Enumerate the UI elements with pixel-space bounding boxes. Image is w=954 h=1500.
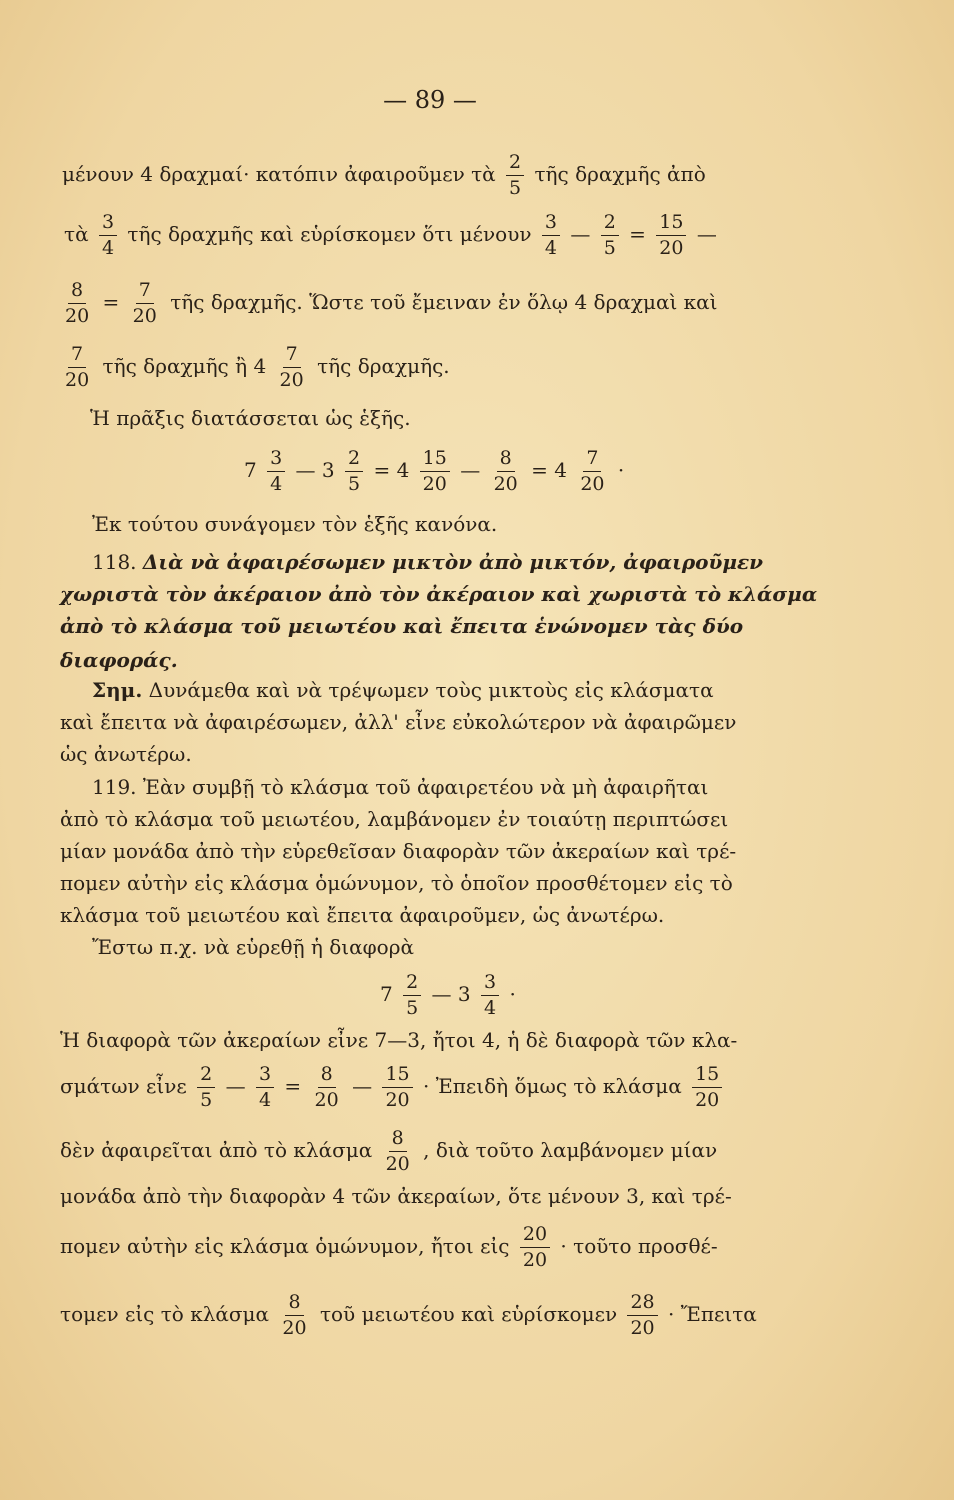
fraction: $\frac{7}{20}$ (580, 447, 605, 495)
note-line-2: καὶ ἔπειτα νὰ ἀφαιρέσωμεν, ἀλλ' εἶνε εὐκολώτερον νὰ ἀφαιρῶμεν (60, 710, 737, 734)
text-line-26: πομεν αὐτὴν εἰς κλάσμα ὁμώνυμον, ἤτοι εἰς $\frac{20}{20}$ · τοῦτο προσθέ- (60, 1223, 718, 1271)
fraction: $\frac{8}{20}$ (65, 279, 90, 327)
equation-2: 7 $\frac{2}{5}$ — 3 $\frac{3}{4}$ · (380, 971, 516, 1019)
fraction: $\frac{20}{20}$ (520, 1224, 550, 1271)
fraction: $\frac{28}{20}$ (627, 1292, 657, 1339)
text-line-27: τομεν εἰς τὸ κλάσμα $\frac{8}{20}$ τοῦ μειωτέου καὶ εὑρίσκομεν $\frac{28}{20}$ · Ἔπειτα (60, 1291, 757, 1339)
rule-118-line-3: ἀπὸ τὸ κλάσμα τοῦ μειωτέου καὶ ἔπειτα ἑνώνομεν τὰς δύο (60, 614, 744, 638)
fraction: $\frac{2}{5}$ (506, 152, 524, 199)
fraction: $\frac{2}{5}$ (601, 212, 619, 259)
text-line-3: $\frac{8}{20}$ = $\frac{7}{20}$ τῆς δραχμῆς. Ὥστε τοῦ ἔμειναν ἐν ὅλῳ 4 δραχμαὶ καὶ (58, 280, 718, 327)
fraction: $\frac{8}{20}$ (282, 1291, 307, 1339)
fraction: $\frac{2}{5}$ (403, 972, 421, 1019)
fraction: $\frac{8}{20}$ (385, 1127, 410, 1175)
section-119-line-2: ἀπὸ τὸ κλάσμα τοῦ μειωτέου, λαμβάνομεν ἐν τοιαύτῃ περιπτώσει (60, 807, 729, 831)
section-119-line-6: Ἔστω π.χ. νὰ εὑρεθῇ ἡ διαφορὰ (92, 935, 414, 959)
fraction: $\frac{8}{20}$ (493, 447, 518, 495)
fraction: $\frac{15}{20}$ (692, 1064, 722, 1111)
fraction: $\frac{15}{20}$ (420, 448, 450, 495)
text-line-2: τὰ $\frac{3}{4}$ τῆς δραχμῆς καὶ εὑρίσκομεν ὅτι μένουν $\frac{3}{4}$ — $\frac{2}{5}$ = $\frac{15}{20}$ — (64, 211, 717, 259)
text-line-1: μένουν 4 δραχμαί· κατόπιν ἀφαιροῦμεν τὰ $\frac{2}{5}$ τῆς δραχμῆς ἀπὸ (62, 151, 706, 199)
fraction: $\frac{3}{4}$ (267, 448, 285, 495)
section-119-line-4: πομεν αὐτὴν εἰς κλάσμα ὁμώνυμον, τὸ ὁποῖον προσθέτομεν εἰς τὸ (60, 871, 733, 895)
fraction: $\frac{3}{4}$ (481, 972, 499, 1019)
fraction: $\frac{2}{5}$ (197, 1064, 215, 1111)
fraction: $\frac{15}{20}$ (656, 212, 686, 259)
text-line-4: $\frac{7}{20}$ τῆς δραχμῆς ἢ 4 $\frac{7}{20}$ τῆς δραχμῆς. (58, 344, 450, 391)
fraction: $\frac{2}{5}$ (345, 448, 363, 495)
rule-118-line-1: 118. Διὰ νὰ ἀφαιρέσωμεν μικτὸν ἀπὸ μικτόν, ἀφαιροῦμεν (92, 550, 764, 574)
text-line-23: σμάτων εἶνε $\frac{2}{5}$ — $\frac{3}{4}$ = $\frac{8}{20}$ — $\frac{15}{20}$ · Ἐπειδὴ ὅμως τὸ κλάσμα $\frac{15}{20}$ (60, 1064, 726, 1111)
section-119-line-5: κλάσμα τοῦ μειωτέου καὶ ἔπειτα ἀφαιροῦμεν, ὡς ἀνωτέρω. (60, 903, 665, 927)
fraction: $\frac{15}{20}$ (382, 1064, 412, 1111)
equation-1: 7 $\frac{3}{4}$ — 3 $\frac{2}{5}$ = 4 $\frac{15}{20}$ — $\frac{8}{20}$ = 4 $\frac{7}{20}$ · (244, 447, 625, 495)
section-119-line-3: μίαν μονάδα ἀπὸ τὴν εὑρεθεῖσαν διαφορὰν τῶν ἀκεραίων καὶ τρέ- (60, 839, 737, 863)
fraction: $\frac{7}{20}$ (65, 343, 90, 391)
fraction: $\frac{3}{4}$ (542, 212, 560, 259)
note-line-3: ὡς ἀνωτέρω. (60, 742, 192, 766)
text-line-7: Ἐκ τούτου συνάγομεν τὸν ἑξῆς κανόνα. (92, 512, 498, 536)
fraction: $\frac{3}{4}$ (256, 1064, 274, 1111)
text-line-25: μονάδα ἀπὸ τὴν διαφορὰν 4 τῶν ἀκεραίων, ὅτε μένουν 3, καὶ τρέ- (60, 1184, 732, 1208)
text-line-22: Ἡ διαφορὰ τῶν ἀκεραίων εἶνε 7—3, ἤτοι 4, ἡ δὲ διαφορὰ τῶν κλα- (60, 1028, 738, 1052)
rule-118-line-2: χωριστὰ τὸν ἀκέραιον ἀπὸ τὸν ἀκέραιον καὶ χωριστὰ τὸ κλάσμα (60, 582, 818, 606)
fraction: $\frac{3}{4}$ (99, 212, 117, 259)
section-119-line-1: 119. Ἐὰν συμβῇ τὸ κλάσμα τοῦ ἀφαιρετέου νὰ μὴ ἀφαιρῆται (92, 775, 709, 799)
text-line-24: δὲν ἀφαιρεῖται ἀπὸ τὸ κλάσμα $\frac{8}{20}$ , διὰ τοῦτο λαμβάνομεν μίαν (60, 1127, 718, 1175)
rule-118-line-4: διαφοράς. (60, 648, 178, 672)
note-line-1: Σημ. Δυνάμεθα καὶ νὰ τρέψωμεν τοὺς μικτοὺς εἰς κλάσματα (92, 678, 714, 702)
page-number: — 89 — (383, 86, 477, 114)
fraction: $\frac{7}{20}$ (279, 343, 304, 391)
text-line-5: Ἡ πρᾶξις διατάσσεται ὡς ἑξῆς. (90, 406, 411, 430)
fraction: $\frac{7}{20}$ (132, 279, 157, 327)
fraction: $\frac{8}{20}$ (314, 1063, 339, 1111)
